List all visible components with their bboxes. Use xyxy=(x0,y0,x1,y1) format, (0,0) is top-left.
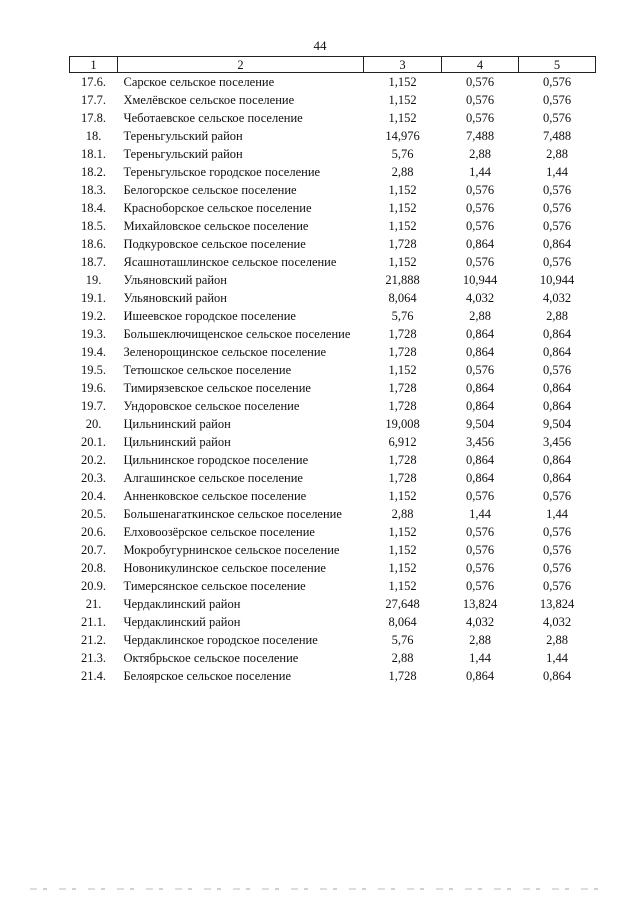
row-value-col3: 1,728 xyxy=(388,669,417,683)
row-number: 20.8. xyxy=(81,561,106,575)
row-number: 20. xyxy=(85,417,102,431)
row-name: Тимерсянское сельское поселение xyxy=(123,579,306,593)
row-value-col3: 8,064 xyxy=(388,615,417,629)
row-value-col5: 0,576 xyxy=(542,255,572,269)
row-number: 20.1. xyxy=(81,435,106,449)
table-row xyxy=(70,199,596,217)
row-value-col3: 1,728 xyxy=(388,381,417,395)
row-name: Тетюшское сельское поселение xyxy=(123,363,292,377)
row-name: Чеботаевское сельское поселение xyxy=(123,111,303,125)
table-body xyxy=(70,73,596,686)
row-number: 18.7. xyxy=(81,255,106,269)
row-value-col3: 1,728 xyxy=(388,345,417,359)
row-value-col3: 1,152 xyxy=(388,75,417,89)
row-value-col5: 0,864 xyxy=(542,237,572,251)
row-name: Октябрьское сельское поселение xyxy=(123,651,299,665)
row-value-col3: 1,728 xyxy=(388,237,417,251)
row-value-col5: 0,864 xyxy=(542,381,572,395)
row-number: 18. xyxy=(85,129,102,143)
row-value-col4: 0,576 xyxy=(465,561,495,575)
row-value-col4: 0,576 xyxy=(465,363,495,377)
row-number: 21. xyxy=(85,597,102,611)
row-value-col4: 0,864 xyxy=(465,327,495,341)
row-value-col4: 0,576 xyxy=(465,579,495,593)
table-row xyxy=(70,397,596,415)
row-number: 20.2. xyxy=(81,453,106,467)
row-value-col3: 2,88 xyxy=(391,507,414,521)
row-value-col3: 1,728 xyxy=(388,453,417,467)
row-value-col5: 4,032 xyxy=(542,615,572,629)
row-name: Цильнинский район xyxy=(123,417,231,431)
row-name: Тереньгульский район xyxy=(123,147,243,161)
table-row xyxy=(70,145,596,163)
row-value-col5: 0,864 xyxy=(542,453,572,467)
row-value-col4: 0,576 xyxy=(465,525,495,539)
row-name: Красноборское сельское поселение xyxy=(123,201,312,215)
row-name: Ундоровское сельское поселение xyxy=(123,399,300,413)
row-value-col4: 0,576 xyxy=(465,75,495,89)
row-number: 17.6. xyxy=(81,75,106,89)
row-name: Михайловское сельское поселение xyxy=(123,219,309,233)
table-row xyxy=(70,469,596,487)
table-row xyxy=(70,595,596,613)
table-row xyxy=(70,667,596,685)
row-number: 18.6. xyxy=(81,237,106,251)
row-number: 17.7. xyxy=(81,93,106,107)
row-number: 18.4. xyxy=(81,201,106,215)
row-value-col3: 1,152 xyxy=(388,201,417,215)
table-row xyxy=(70,523,596,541)
row-number: 19.6. xyxy=(81,381,106,395)
row-value-col5: 0,576 xyxy=(542,525,572,539)
table-row xyxy=(70,577,596,595)
row-value-col5: 2,88 xyxy=(546,147,568,161)
row-value-col3: 1,728 xyxy=(388,327,417,341)
row-number: 17.8. xyxy=(81,111,106,125)
row-value-col4: 4,032 xyxy=(465,615,495,629)
row-name: Ишеевское городское поселение xyxy=(123,309,296,323)
row-value-col4: 0,864 xyxy=(465,345,495,359)
table-row xyxy=(70,289,596,307)
row-name: Елховоозёрское сельское поселение xyxy=(123,525,315,539)
table-row xyxy=(70,505,596,523)
row-value-col3: 1,152 xyxy=(388,93,417,107)
row-value-col5: 0,576 xyxy=(542,543,572,557)
row-value-col5: 9,504 xyxy=(542,417,572,431)
row-value-col5: 0,576 xyxy=(542,579,572,593)
row-name: Тереньгульское городское поселение xyxy=(123,165,321,179)
row-value-col3: 1,152 xyxy=(388,561,417,575)
row-value-col4: 1,44 xyxy=(469,651,491,665)
table-row xyxy=(70,361,596,379)
table-row xyxy=(70,271,596,289)
table-row xyxy=(70,181,596,199)
row-value-col4: 0,576 xyxy=(465,489,495,503)
scan-artifact-line xyxy=(30,888,610,890)
row-value-col4: 0,864 xyxy=(465,669,495,683)
table-row xyxy=(70,253,596,271)
row-value-col3: 2,88 xyxy=(391,651,414,665)
row-name: Цильнинский район xyxy=(123,435,231,449)
row-value-col4: 0,576 xyxy=(465,111,495,125)
row-name: Тереньгульский район xyxy=(123,129,243,143)
row-value-col3: 5,76 xyxy=(391,309,414,323)
row-number: 20.4. xyxy=(81,489,106,503)
row-value-col5: 0,576 xyxy=(542,489,572,503)
table-row xyxy=(70,415,596,433)
row-name: Анненковское сельское поселение xyxy=(123,489,307,503)
row-value-col4: 13,824 xyxy=(462,597,498,611)
row-name: Чердаклинский район xyxy=(123,597,241,611)
row-name: Ясашноташлинское сельское поселение xyxy=(123,255,337,269)
table-row xyxy=(70,487,596,505)
row-name: Сарское сельское поселение xyxy=(123,75,275,89)
allocation-table xyxy=(69,56,596,685)
row-number: 18.5. xyxy=(81,219,106,233)
row-value-col5: 0,576 xyxy=(542,219,572,233)
row-value-col3: 27,648 xyxy=(385,597,420,611)
row-value-col5: 1,44 xyxy=(546,507,568,521)
row-value-col4: 1,44 xyxy=(469,507,491,521)
table-row xyxy=(70,217,596,235)
row-value-col5: 2,88 xyxy=(546,309,568,323)
row-value-col5: 0,864 xyxy=(542,471,572,485)
row-name: Тимирязевское сельское поселение xyxy=(123,381,311,395)
row-value-col3: 1,152 xyxy=(388,183,417,197)
row-value-col3: 5,76 xyxy=(391,147,414,161)
row-value-col4: 0,864 xyxy=(465,399,495,413)
row-name: Чердаклинское городское поселение xyxy=(123,633,318,647)
row-value-col5: 0,864 xyxy=(542,399,572,413)
table-row xyxy=(70,163,596,181)
row-number: 19.2. xyxy=(81,309,106,323)
row-value-col5: 0,576 xyxy=(542,183,572,197)
row-value-col5: 0,576 xyxy=(542,561,572,575)
row-value-col4: 0,864 xyxy=(465,381,495,395)
row-number: 18.2. xyxy=(81,165,106,179)
row-value-col3: 6,912 xyxy=(388,435,417,449)
row-number: 20.7. xyxy=(81,543,106,557)
row-name: Хмелёвское сельское поселение xyxy=(123,93,295,107)
row-number: 20.5. xyxy=(81,507,106,521)
row-value-col3: 1,728 xyxy=(388,399,417,413)
table-row xyxy=(70,127,596,145)
row-value-col3: 1,152 xyxy=(388,111,417,125)
row-name: Алгашинское сельское поселение xyxy=(123,471,303,485)
table-row xyxy=(70,235,596,253)
row-value-col3: 2,88 xyxy=(391,165,414,179)
row-number: 19.4. xyxy=(81,345,106,359)
row-value-col4: 0,576 xyxy=(465,219,495,233)
row-value-col4: 2,88 xyxy=(469,633,491,647)
row-value-col5: 0,576 xyxy=(542,75,572,89)
row-value-col4: 0,576 xyxy=(465,93,495,107)
table-row xyxy=(70,559,596,577)
column-header-3: 3 xyxy=(364,57,442,73)
row-number: 18.3. xyxy=(81,183,106,197)
row-number: 19.5. xyxy=(81,363,106,377)
row-name: Белоярское сельское поселение xyxy=(123,669,291,683)
row-name: Ульяновский район xyxy=(123,291,227,305)
row-number: 19.1. xyxy=(81,291,106,305)
row-value-col4: 0,864 xyxy=(465,237,495,251)
table-row xyxy=(70,649,596,667)
row-value-col5: 10,944 xyxy=(539,273,575,287)
table-row xyxy=(70,613,596,631)
table-row xyxy=(70,631,596,649)
row-number: 19.7. xyxy=(81,399,106,413)
row-name: Зеленорощинское сельское поселение xyxy=(123,345,327,359)
row-value-col4: 9,504 xyxy=(465,417,495,431)
row-number: 19.3. xyxy=(81,327,106,341)
row-value-col4: 10,944 xyxy=(462,273,498,287)
row-value-col3: 1,152 xyxy=(388,579,417,593)
row-value-col4: 7,488 xyxy=(465,129,495,143)
row-number: 21.1. xyxy=(81,615,106,629)
row-value-col5: 1,44 xyxy=(546,165,568,179)
row-value-col3: 21,888 xyxy=(385,273,420,287)
row-value-col3: 1,728 xyxy=(388,471,417,485)
table-header-row xyxy=(70,57,596,73)
row-value-col3: 1,152 xyxy=(388,255,417,269)
row-value-col5: 4,032 xyxy=(542,291,572,305)
row-number: 20.9. xyxy=(81,579,106,593)
table-row xyxy=(70,109,596,127)
row-value-col5: 0,864 xyxy=(542,345,572,359)
row-value-col5: 1,44 xyxy=(546,651,568,665)
row-value-col4: 0,576 xyxy=(465,201,495,215)
table-row xyxy=(70,73,596,92)
row-number: 20.3. xyxy=(81,471,106,485)
table-row xyxy=(70,325,596,343)
row-value-col3: 1,152 xyxy=(388,543,417,557)
row-value-col5: 0,576 xyxy=(542,111,572,125)
table-row xyxy=(70,307,596,325)
row-name: Ульяновский район xyxy=(123,273,227,287)
page-number: 44 xyxy=(313,38,327,53)
row-name: Чердаклинский район xyxy=(123,615,241,629)
row-number: 21.3. xyxy=(81,651,106,665)
table-row xyxy=(70,541,596,559)
row-value-col5: 13,824 xyxy=(539,597,575,611)
row-name: Мокробугурнинское сельское поселение xyxy=(123,543,340,557)
column-header-4: 4 xyxy=(442,57,519,73)
row-value-col4: 0,864 xyxy=(465,453,495,467)
row-value-col3: 1,152 xyxy=(388,219,417,233)
row-name: Подкуровское сельское поселение xyxy=(123,237,306,251)
row-value-col5: 0,576 xyxy=(542,201,572,215)
column-header-2: 2 xyxy=(118,57,364,73)
row-value-col3: 8,064 xyxy=(388,291,417,305)
row-value-col3: 5,76 xyxy=(391,633,414,647)
row-name: Новоникулинское сельское поселение xyxy=(123,561,326,575)
row-value-col4: 2,88 xyxy=(469,147,491,161)
row-value-col4: 1,44 xyxy=(469,165,491,179)
row-value-col4: 0,576 xyxy=(465,543,495,557)
row-value-col3: 1,152 xyxy=(388,489,417,503)
row-number: 19. xyxy=(85,273,102,287)
table-row xyxy=(70,379,596,397)
row-value-col4: 2,88 xyxy=(469,309,491,323)
row-name: Цильнинское городское поселение xyxy=(123,453,309,467)
row-value-col3: 19,008 xyxy=(385,417,420,431)
column-header-1: 1 xyxy=(70,57,118,73)
row-value-col3: 14,976 xyxy=(385,129,420,143)
row-value-col3: 1,152 xyxy=(388,363,417,377)
row-value-col4: 0,864 xyxy=(465,471,495,485)
row-number: 21.2. xyxy=(81,633,106,647)
row-value-col5: 2,88 xyxy=(546,633,568,647)
row-value-col5: 0,864 xyxy=(542,669,572,683)
table-row xyxy=(70,451,596,469)
row-value-col5: 0,864 xyxy=(542,327,572,341)
row-value-col4: 3,456 xyxy=(465,435,495,449)
row-name: Белогорское сельское поселение xyxy=(123,183,297,197)
row-number: 18.1. xyxy=(81,147,106,161)
column-header-5: 5 xyxy=(519,57,596,73)
row-name: Большенагаткинское сельское поселение xyxy=(123,507,342,521)
row-value-col4: 0,576 xyxy=(465,255,495,269)
table-row xyxy=(70,343,596,361)
row-value-col5: 7,488 xyxy=(542,129,572,143)
row-value-col5: 3,456 xyxy=(542,435,572,449)
table-row xyxy=(70,91,596,109)
row-value-col5: 0,576 xyxy=(542,93,572,107)
table-row xyxy=(70,433,596,451)
row-value-col4: 4,032 xyxy=(465,291,495,305)
row-number: 20.6. xyxy=(81,525,106,539)
row-value-col3: 1,152 xyxy=(388,525,417,539)
row-name: Большеключищенское сельское поселение xyxy=(123,327,351,341)
row-number: 21.4. xyxy=(81,669,106,683)
row-value-col4: 0,576 xyxy=(465,183,495,197)
row-value-col5: 0,576 xyxy=(542,363,572,377)
